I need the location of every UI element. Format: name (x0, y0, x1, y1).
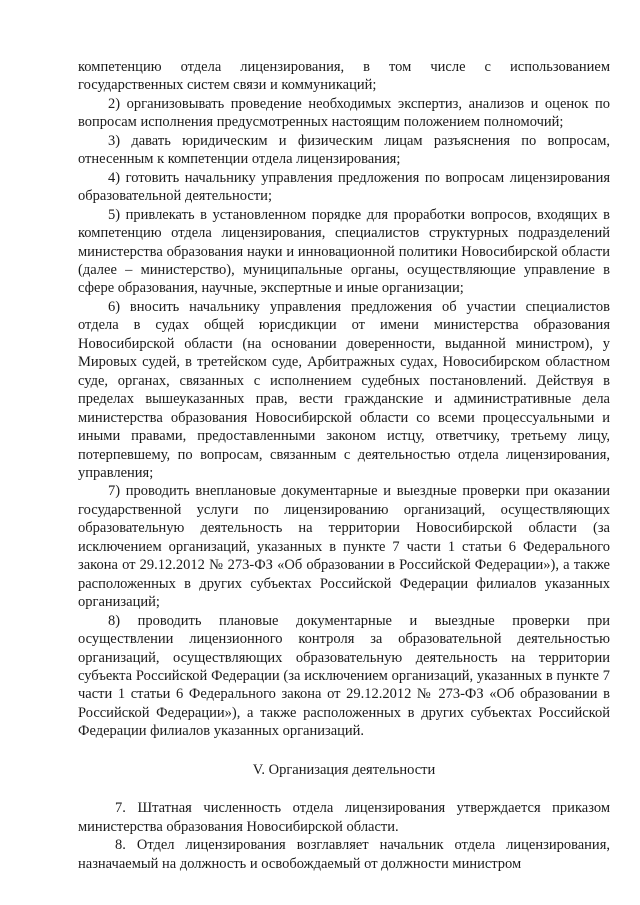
paragraph-item-3: 3) давать юридическим и физическим лицам разъяснения по вопросам, отнесенным к компетенции отдела лицензирования; (78, 132, 610, 168)
section-heading: V. Организация деятельности (252, 761, 436, 778)
paragraph-item-8: 8) проводить плановые документарные и выездные проверки при осуществлении лицензионного контроля за образовательной деятельностью организаций, осуществляющих образовательную деятельность на территории субъекта Российской Федерации (за исключением организаций, указанных в пункте 7 части 1 статьи 6 Федерального закона от 29.12.2012 № 273-ФЗ «Об образовании в Российской Федерации»), а также расположенных в других субъектах Российской Федерации филиалов указанных организаций. (78, 612, 610, 740)
paragraph-item-5: 5) привлекать в установленном порядке для проработки вопросов, входящих в компетенцию отдела лицензирования, специалистов структурных подразделений министерства образования науки и инновационной политики Новосибирской области (далее – министерство), муниципальные органы, осуществляющие управление в сфере образования, научные, экспертные и иные организации; (78, 206, 610, 297)
paragraph-item-4: 4) готовить начальнику управления предложения по вопросам лицензирования образовательной деятельности; (78, 169, 610, 205)
paragraph-clause-8: 8. Отдел лицензирования возглавляет начальник отдела лицензирования, назначаемый на должность и освобождаемый от должности министром (78, 837, 610, 872)
paragraph-item-2: 2) организовывать проведение необходимых экспертиз, анализов и оценок по вопросам исполнения предусмотренных настоящим положением полномочий; (78, 95, 610, 131)
paragraph-clause-7: 7. Штатная численность отдела лицензирования утверждается приказом министерства образования Новосибирской области. (78, 800, 610, 835)
paragraph-item-6: 6) вносить начальнику управления предложения об участии специалистов отдела в судах общей юрисдикции от имени министерства образования Новосибирской области (на основании доверенности, выданной министром), у Мировых судей, в третейском суде, Арбитражных судах, Новосибирском областном суде, органах, связанных с исполнением судебных постановлений. Действуя в пределах вышеуказанных прав, вести гражданские и административные дела министерства образования Новосибирской области со всеми процессуальными и иными правами, предоставленными законом истцу, ответчику, третьему лицу, потерпевшему, по вопросам, связанным с деятельностью отдела лицензирования, управления; (78, 298, 610, 481)
document-page (78, 58, 610, 873)
paragraph-continuation: компетенцию отдела лицензирования, в том числе с использованием государственных систем связи и коммуникаций; (78, 59, 610, 94)
paragraph-item-7: 7) проводить внеплановые документарные и выездные проверки при оказании государственной услуги по лицензированию организаций, осуществляющих образовательную деятельность на территории Новосибирской области (за исключением организаций, указанных в пункте 7 части 1 статьи 6 Федерального закона от 29.12.2012 № 273-ФЗ «Об образовании в Российской Федерации»), а также расположенных в других субъектах Российской Федерации филиалов указанных организаций; (78, 483, 610, 611)
